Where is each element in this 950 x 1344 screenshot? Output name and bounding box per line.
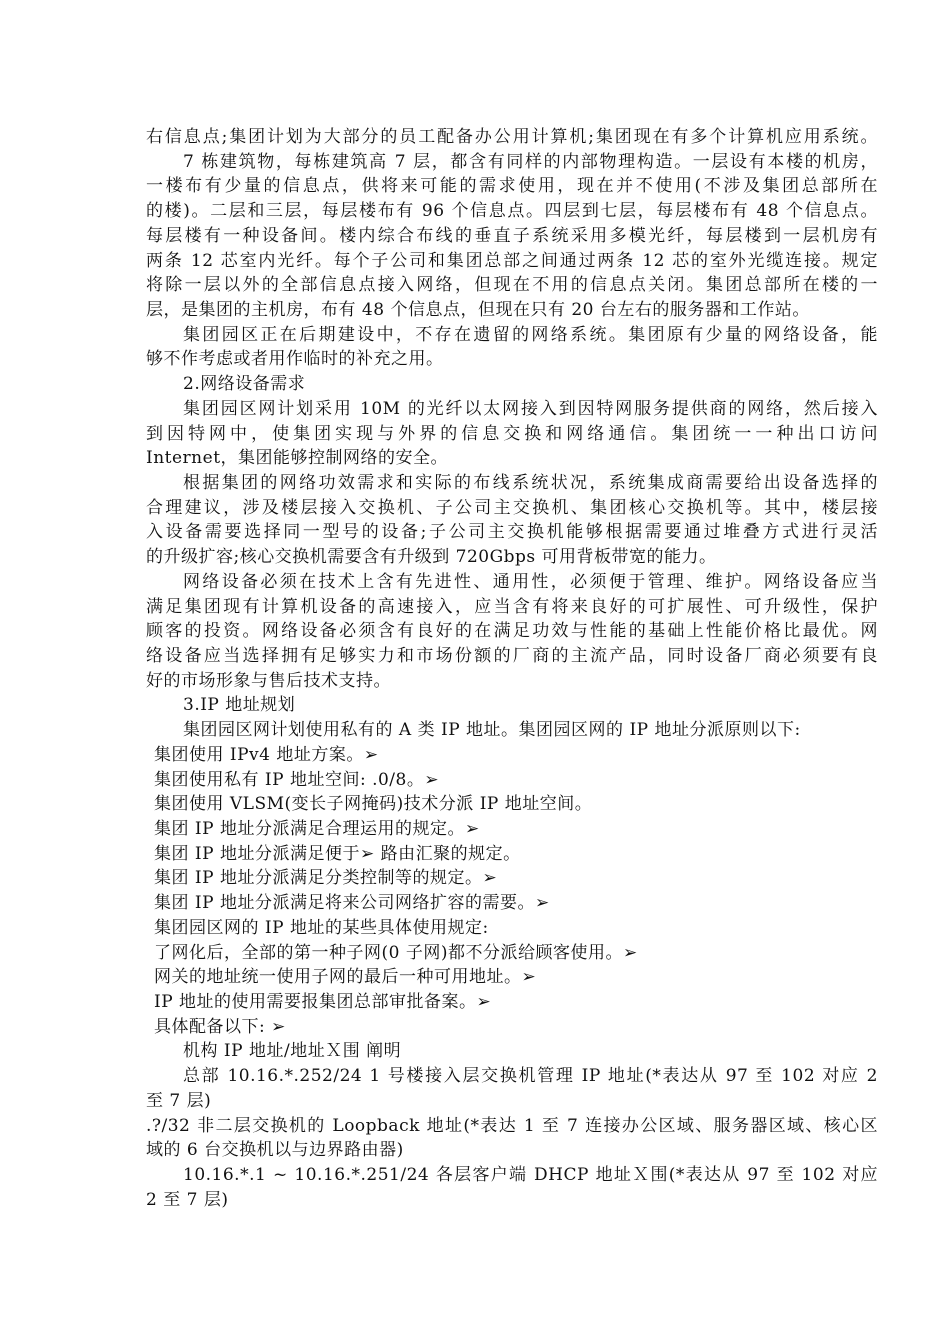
paragraph-line: 够不作考虑或者用作临时的补充之用。: [146, 349, 444, 369]
list-item: 网关的地址统一使用子网的最后一种可用地址。➢: [154, 967, 537, 987]
paragraph-line: 两条 12 芯室内光纤。每个子公司和集团总部之间通过两条 12 芯的室外光缆连接。规定: [146, 251, 878, 271]
paragraph-line: 络设备应当选择拥有足够实力和市场份额的厂商的主流产品，同时设备厂商必须要有良: [146, 646, 878, 666]
paragraph-line: 每层楼有一种设备间。楼内综合布线的垂直子系统采用多模光纤，每层楼到一层机房有: [146, 226, 878, 246]
table-row-line: .?/32 非二层交换机的 Loopback 地址(*表达 1 至 7 连接办公区域、服务器区域、核心区: [146, 1116, 878, 1136]
paragraph-line: 入设备需要选择同一型号的设备;子公司主交换机能够根据需要通过堆叠方式进行灵活: [146, 522, 878, 542]
paragraph-line: 层，是集团的主机房，布有 48 个信息点，但现在只有 20 台左右的服务器和工作站。: [146, 300, 810, 320]
paragraph-line: 满足集团现有计算机设备的高速接入，应当含有将来良好的可扩展性、可升级性，保护: [146, 597, 878, 617]
list-item: 集团 IP 地址分派满足合理运用的规定。➢: [154, 819, 480, 839]
paragraph-line: Internet，集团能够控制网络的安全。: [146, 448, 449, 468]
paragraph-line: 顾客的投资。网络设备必须含有良好的在满足功效与性能的基础上性能价格比最优。网: [146, 621, 878, 641]
table-row-line: 总部 10.16.*.252/24 1 号楼接入层交换机管理 IP 地址(*表达从 97 至 102 对应 2: [183, 1066, 878, 1086]
paragraph-line: 合理建议，涉及楼层接入交换机、子公司主交换机、集团核心交换机等。其中，楼层接: [146, 498, 878, 518]
list-item: 集团使用 VLSM(变长子网掩码)技术分派 IP 地址空间。: [154, 794, 593, 814]
paragraph-line: 网络设备必须在技术上含有先进性、通用性，必须便于管理、维护。网络设备应当: [183, 572, 878, 592]
list-item: 集团使用 IPv4 地址方案。➢: [154, 745, 379, 765]
list-item: 集团 IP 地址分派满足便于➢ 路由汇聚的规定。: [154, 844, 521, 864]
paragraph-line: 一楼布有少量的信息点，供将来可能的需求使用，现在并不使用(不涉及集团总部所在: [146, 176, 878, 196]
table-row-line: 至 7 层): [146, 1091, 212, 1111]
list-item: 了网化后，全部的第一种子网(0 子网)都不分派给顾客使用。➢: [154, 943, 638, 963]
paragraph-line: 根据集团的网络功效需求和实际的布线系统状况，系统集成商需要给出设备选择的: [183, 473, 878, 493]
table-row-line: 10.16.*.1 ~ 10.16.*.251/24 各层客户端 DHCP 地址Ｘ围(*表达从 97 至 102 对应: [183, 1165, 878, 1185]
paragraph-line: 集团园区正在后期建设中，不存在遗留的网络系统。集团原有少量的网络设备，能: [183, 325, 878, 345]
table-row-line: 域的 6 台交换机以与边界路由器): [146, 1140, 404, 1160]
paragraph-line: 将除一层以外的全部信息点接入网络，但现在不用的信息点关闭。集团总部所在楼的一: [146, 275, 878, 295]
table-header-line: 机构 IP 地址/地址Ｘ围 阐明: [183, 1041, 402, 1061]
paragraph-line: 集团园区网计划使用私有的 A 类 IP 地址。集团园区网的 IP 地址分派原则以下:: [183, 720, 801, 740]
list-item: 具体配备以下: ➢: [154, 1017, 286, 1037]
list-item: 集团 IP 地址分派满足将来公司网络扩容的需要。➢: [154, 893, 550, 913]
list-item: 集团使用私有 IP 地址空间: .0/8。➢: [154, 770, 440, 790]
list-item: IP 地址的使用需要报集团总部审批备案。➢: [154, 992, 492, 1012]
paragraph-line: 好的市场形象与售后技术支持。: [146, 671, 391, 691]
section-heading: 3.IP 地址规划: [183, 695, 296, 715]
paragraph-line: 7 栋建筑物，每栋建筑高 7 层，都含有同样的内部物理构造。一层设有本楼的机房，: [183, 152, 878, 172]
paragraph-line: 的楼)。二层和三层，每层楼布有 96 个信息点。四层到七层，每层楼布有 48 个信息点。: [146, 201, 878, 221]
paragraph-line: 集团园区网计划采用 10M 的光纤以太网接入到因特网服务提供商的网络，然后接入: [183, 399, 878, 419]
table-row-line: 2 至 7 层): [146, 1190, 229, 1210]
list-item: 集团园区网的 IP 地址的某些具体使用规定:: [154, 918, 489, 938]
list-item: 集团 IP 地址分派满足分类控制等的规定。➢: [154, 868, 498, 888]
section-heading: 2.网络设备需求: [183, 374, 306, 394]
paragraph-line: 到因特网中，使集团实现与外界的信息交换和网络通信。集团统一一种出口访问: [146, 424, 878, 444]
paragraph-line: 的升级扩容;核心交换机需要含有升级到 720Gbps 可用背板带宽的能力。: [146, 547, 717, 567]
paragraph-line: 右信息点;集团计划为大部分的员工配备办公用计算机;集团现在有多个计算机应用系统。: [146, 127, 878, 147]
